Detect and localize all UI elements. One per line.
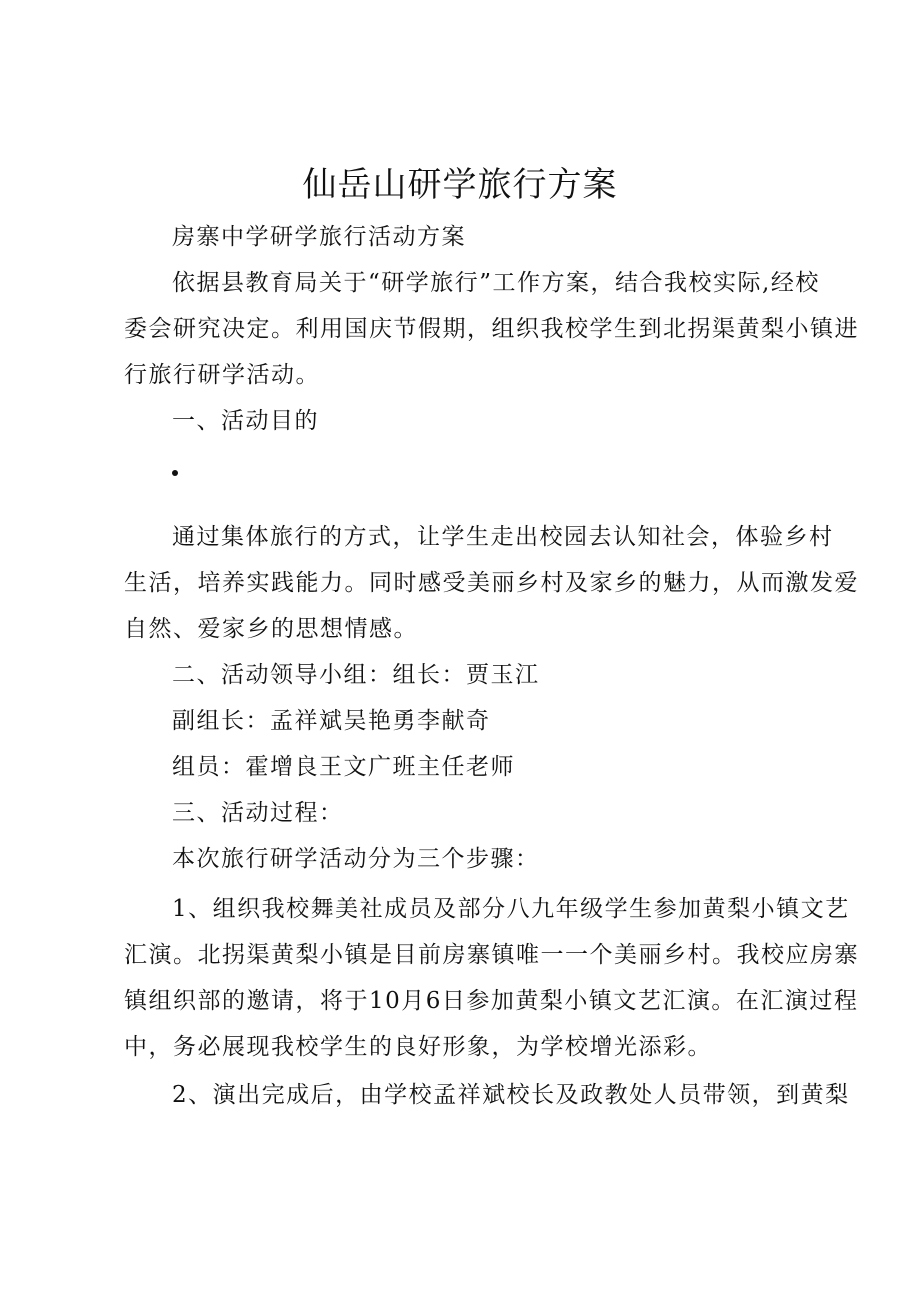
- paragraph-line: 生活，培养实践能力。同时感受美丽乡村及家乡的魅力，从而激发爱: [124, 570, 859, 596]
- paragraph-line: 委会研究决定。利用国庆节假期，组织我校学生到北拐渠黄梨小镇进: [124, 316, 859, 342]
- paragraph-line: 1、组织我校舞美社成员及部分八九年级学生参加黄梨小镇文艺: [172, 896, 850, 922]
- section-heading: 三、活动过程：: [172, 800, 344, 826]
- section-heading: 二、活动领导小组：组长：贾玉江: [172, 662, 540, 688]
- paragraph-line: 中，务必展现我校学生的良好形象，为学校增光添彩。: [124, 1034, 712, 1060]
- section-heading: 一、活动目的: [172, 408, 319, 434]
- paragraph-line: 副组长：孟祥斌吴艳勇李献奇: [172, 708, 491, 734]
- bullet-dot: [172, 470, 178, 476]
- paragraph-line: 镇组织部的邀请，将于10月6日参加黄梨小镇文艺汇演。在汇演过程: [124, 988, 859, 1014]
- paragraph-line: 2、演出完成后，由学校孟祥斌校长及政教处人员带领，到黄梨: [172, 1082, 850, 1108]
- paragraph-line: 组员：霍增良王文广班主任老师: [172, 754, 515, 780]
- paragraph-line: 行旅行研学活动。: [124, 362, 320, 388]
- subtitle-line: 房寨中学研学旅行活动方案: [172, 224, 466, 250]
- paragraph-line: 依据县教育局关于“研学旅行”工作方案，结合我校实际,经校: [172, 270, 820, 296]
- document-title: 仙岳山研学旅行方案: [302, 165, 618, 205]
- paragraph-line: 自然、爱家乡的思想情感。: [124, 616, 418, 642]
- paragraph-line: 本次旅行研学活动分为三个步骤：: [172, 846, 540, 872]
- paragraph-line: 汇演。北拐渠黄梨小镇是目前房寨镇唯一一个美丽乡村。我校应房寨: [124, 942, 859, 968]
- paragraph-line: 通过集体旅行的方式，让学生走出校园去认知社会，体验乡村: [172, 524, 834, 550]
